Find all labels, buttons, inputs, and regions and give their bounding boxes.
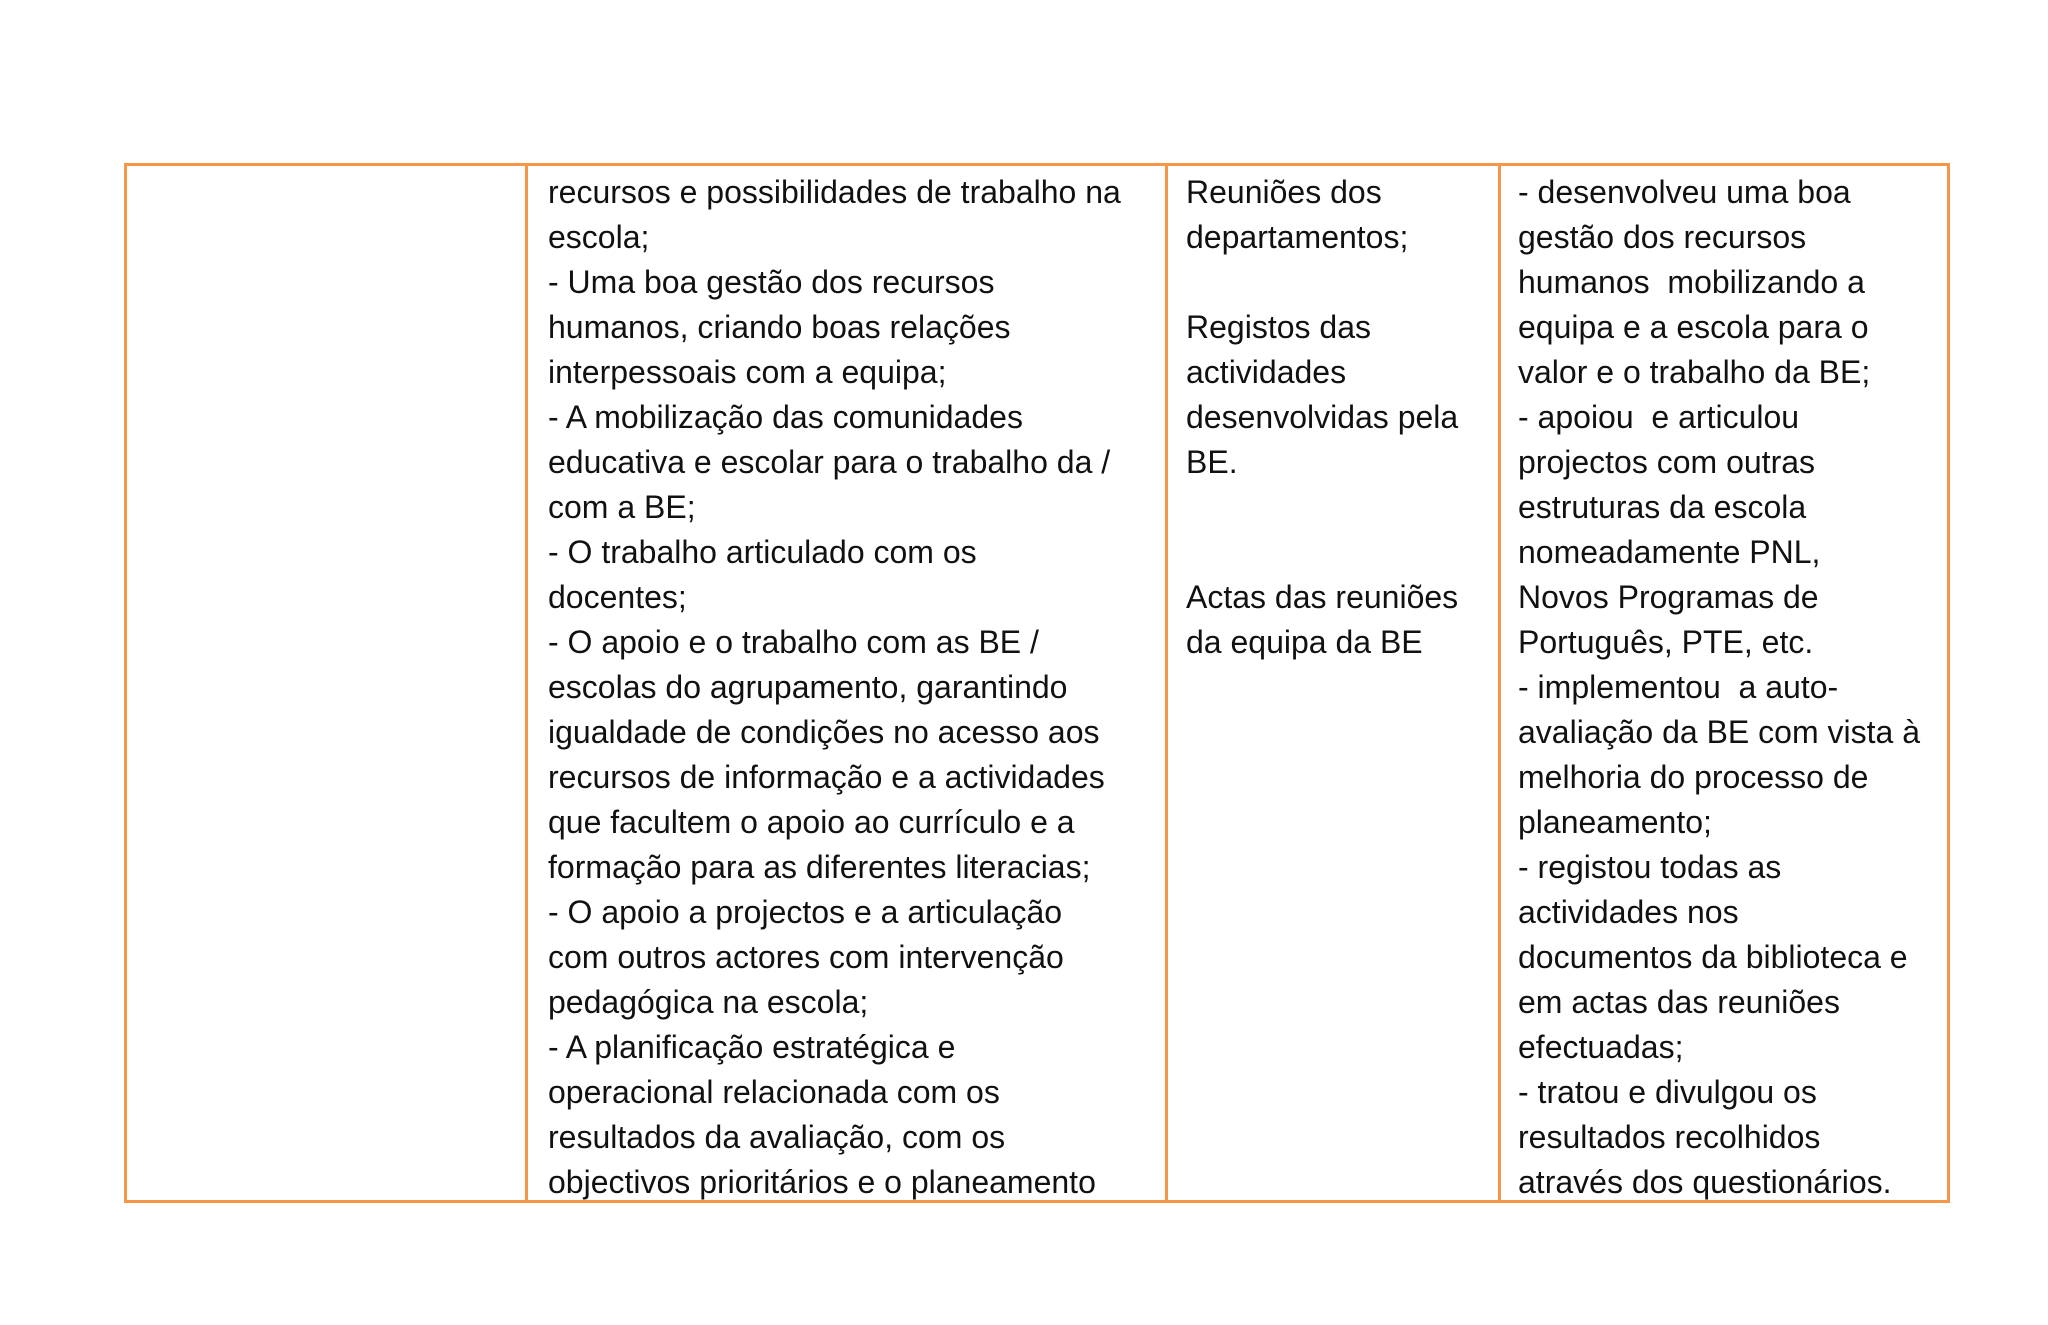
cell-text-line: recursos de informação e a actividades: [548, 759, 1105, 795]
cell-text-line: nomeadamente PNL,: [1518, 534, 1821, 570]
cell-text-line: educativa e escolar para o trabalho da /: [548, 444, 1111, 480]
table-cell-actions: [525, 166, 1165, 1200]
cell-text-line: - registou todas as: [1518, 849, 1782, 885]
cell-text-line: - tratou e divulgou os: [1518, 1074, 1817, 1110]
cell-text-line: formação para as diferentes literacias;: [548, 849, 1091, 885]
cell-text-line: através dos questionários.: [1518, 1164, 1892, 1200]
cell-text-line: avaliação da BE com vista à: [1518, 714, 1920, 750]
cell-text-line: documentos da biblioteca e: [1518, 939, 1908, 975]
cell-text-line: melhoria do processo de: [1518, 759, 1869, 795]
cell-text-line: - A mobilização das comunidades: [548, 399, 1023, 435]
cell-text-line: humanos mobilizando a: [1518, 264, 1865, 300]
cell-text-line: com a BE;: [548, 489, 696, 525]
cell-text-line: operacional relacionada com os: [548, 1074, 1000, 1110]
cell-text-line: Novos Programas de: [1518, 579, 1819, 615]
cell-text-line: actividades: [1186, 354, 1347, 390]
cell-text-line: departamentos;: [1186, 219, 1409, 255]
cell-text-line: projectos com outras: [1518, 444, 1816, 480]
cell-text-line: docentes;: [548, 579, 687, 615]
table-cell-results: [1498, 166, 1947, 1200]
table-cell-empty: [127, 166, 525, 1200]
cell-text-line: igualdade de condições no acesso aos: [548, 714, 1100, 750]
cell-spacer: [1186, 260, 1486, 305]
cell-text-line: escolas do agrupamento, garantindo: [548, 669, 1068, 705]
cell-text-line: - apoiou e articulou: [1518, 399, 1800, 435]
cell-text-line: com outros actores com intervenção: [548, 939, 1064, 975]
cell-text-line: da equipa da BE: [1186, 624, 1423, 660]
cell-spacer: [1186, 485, 1486, 575]
cell-text-line: - A planificação estratégica e: [548, 1029, 956, 1065]
evaluation-table: [124, 163, 1950, 1203]
cell-text-line: que facultem o apoio ao currículo e a: [548, 804, 1075, 840]
cell-text-line: - implementou a auto-: [1518, 669, 1839, 705]
cell-text-line: gestão dos recursos: [1518, 219, 1807, 255]
cell-text-line: - desenvolveu uma boa: [1518, 174, 1851, 210]
cell-text-line: em actas das reuniões: [1518, 984, 1840, 1020]
cell-text-line: equipa e a escola para o: [1518, 309, 1869, 345]
cell-text-line: recursos e possibilidades de trabalho na: [548, 174, 1121, 210]
cell-text-line: BE.: [1186, 444, 1238, 480]
cell-text-line: planeamento;: [1518, 804, 1712, 840]
cell-text-line: estruturas da escola: [1518, 489, 1807, 525]
cell-text-line: valor e o trabalho da BE;: [1518, 354, 1871, 390]
cell-text-line: Português, PTE, etc.: [1518, 624, 1814, 660]
cell-text-line: humanos, criando boas relações: [548, 309, 1011, 345]
cell-text-line: resultados da avaliação, com os: [548, 1119, 1006, 1155]
cell-text-line: resultados recolhidos: [1518, 1119, 1821, 1155]
cell-text-line: Actas das reuniões: [1186, 579, 1459, 615]
cell-text-line: objectivos prioritários e o planeamento: [548, 1164, 1096, 1200]
table-cell-evidence: [1165, 166, 1498, 1200]
cell-text-line: actividades nos: [1518, 894, 1739, 930]
cell-text-line: - Uma boa gestão dos recursos: [548, 264, 995, 300]
cell-text-line: - O apoio a projectos e a articulação: [548, 894, 1063, 930]
cell-text-line: Reuniões dos: [1186, 174, 1382, 210]
cell-text-line: desenvolvidas pela: [1186, 399, 1459, 435]
cell-text-line: escola;: [548, 219, 650, 255]
cell-text-line: - O apoio e o trabalho com as BE /: [548, 624, 1039, 660]
cell-text-line: Registos das: [1186, 309, 1371, 345]
cell-text-line: pedagógica na escola;: [548, 984, 869, 1020]
cell-text-line: efectuadas;: [1518, 1029, 1684, 1065]
cell-text-line: interpessoais com a equipa;: [548, 354, 947, 390]
cell-text-line: - O trabalho articulado com os: [548, 534, 977, 570]
